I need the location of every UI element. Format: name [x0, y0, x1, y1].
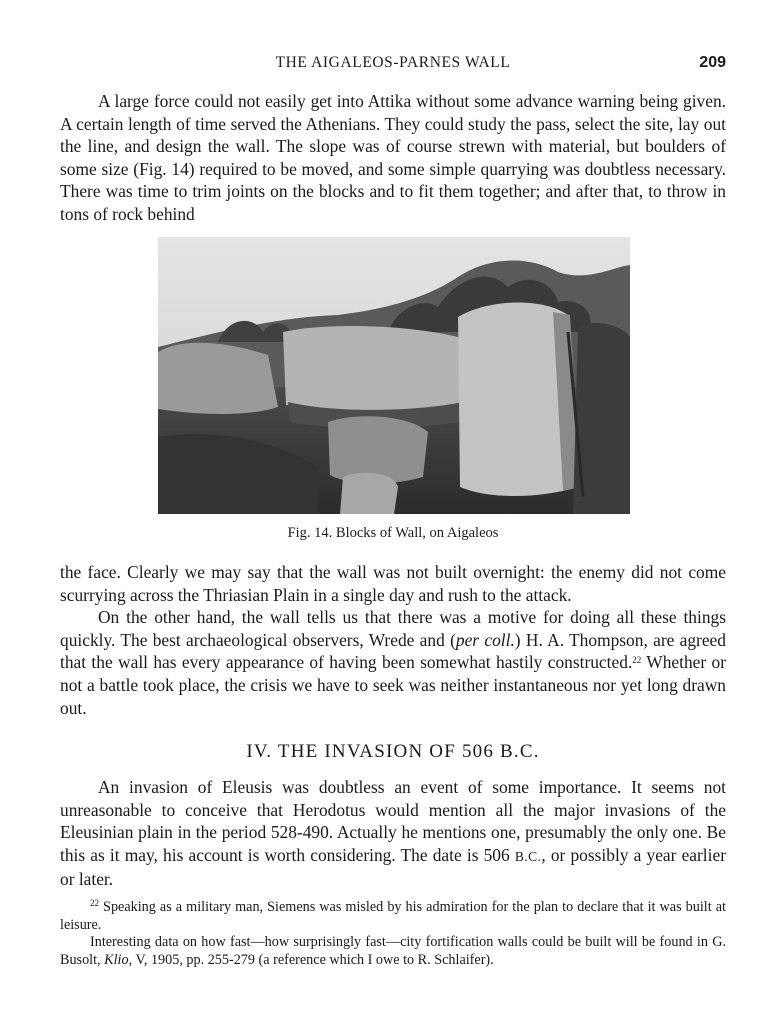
footnote-number: 22	[90, 898, 99, 908]
paragraph: A large force could not easily get into Attika without some advance warning being given. A certain length of time served the Athenians. They could study the pass, select the site, lay out the line, and design the wall. The slope was of course strewn with material, but boulders of some size (Fig. 14) required to be moved, and some simple quarrying was doubtless necessary. There was time to trim joints on the blocks and to fit them together; and after that, to throw in tons of rock behind	[60, 91, 726, 224]
running-head	[60, 54, 726, 78]
footnote-text: Speaking as a military man, Siemens was misled by his admiration for the plan to declare that it was built at leisure.	[60, 899, 726, 933]
paragraph	[60, 606, 726, 719]
rock-lower-middle	[328, 416, 428, 483]
figure-photograph	[158, 237, 630, 514]
paragraph-text: An invasion of Eleusis was doubtless an event of some importance. It seems not unreasonable to conceive that Herodotus would mention all the major invasions of the Eleusinian plain in the period 528-490. Actually he mentions one, presumably the only one. Be this as it may, his account is worth considering. The date is 506	[60, 777, 726, 865]
paragraph	[60, 776, 726, 891]
paragraph-text: On the other hand, the wall tells us that there was a motive for doing all these things quickly. The best archaeological observers, Wrede and (	[60, 607, 726, 650]
paragraph: the face. Clearly we may say that the wall was not built overnight: the enemy did not come scurrying across the Thriasian Plain in a single day and rush to the attack.	[60, 562, 726, 605]
footnote-text: , V, 1905, pp. 255-279 (a reference which I owe to R. Schlaifer).	[128, 951, 494, 968]
figure-caption: Fig. 14. Blocks of Wall, on Aigaleos	[287, 525, 499, 541]
footnote-reference: 22	[632, 655, 642, 666]
paragraph-text: Whether or not a battle took place, the crisis we have to seek was neither instantaneous nor yet long drawn out.	[60, 652, 727, 718]
paragraph-text: , or possibly a year earlier or later.	[60, 844, 726, 890]
footnote-text: Interesting data on how fast—how surprisingly fast—city fortification walls could be built will be found in G. Busolt,	[60, 934, 726, 968]
paragraph-text: ) H. A. Thompson, are agreed that the wall has every appearance of having been somewhat hastily constructed.	[60, 629, 726, 673]
block-center	[283, 326, 468, 411]
footnotes	[60, 899, 726, 969]
section-heading: IV. THE INVASION OF 506 B.C.	[246, 741, 540, 762]
footnote-22-continued	[60, 934, 726, 969]
footnote-22	[60, 899, 726, 934]
body-text-top	[60, 90, 726, 226]
body-text-middle	[60, 561, 726, 719]
journal-title: Klio	[104, 951, 129, 968]
rock-bottom	[340, 473, 398, 514]
body-text-bottom	[60, 776, 726, 891]
date-suffix: B.C.	[514, 848, 542, 864]
running-title: THE AIGALEOS-PARNES WALL	[275, 54, 511, 71]
rocks-left	[158, 343, 278, 414]
page-number: 209	[699, 54, 726, 71]
italic-term: per coll.	[455, 629, 515, 650]
photo-wall-blocks	[158, 237, 630, 514]
